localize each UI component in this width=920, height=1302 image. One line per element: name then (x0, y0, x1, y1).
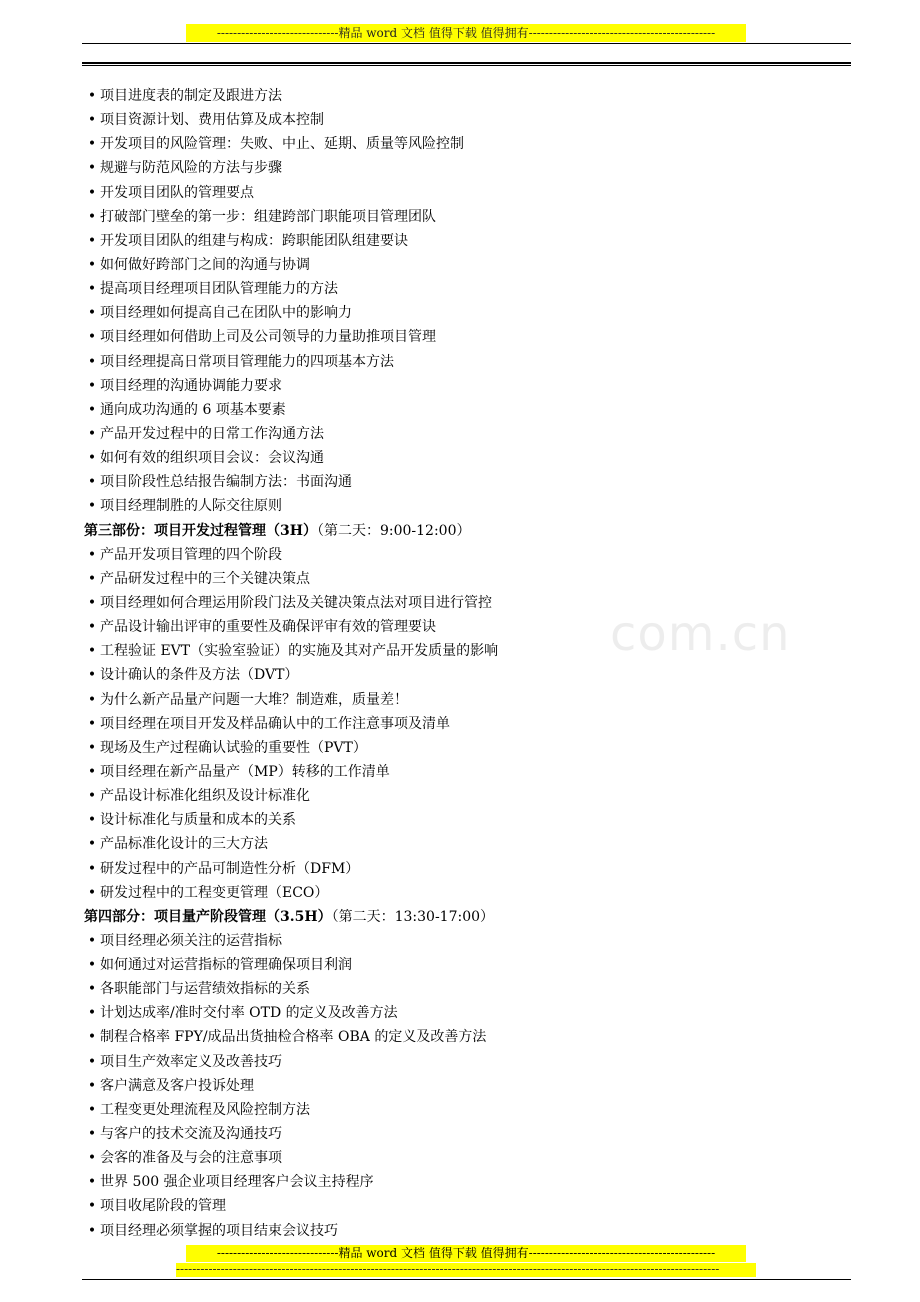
list-item (84, 736, 844, 760)
list-item-text: 开发项目的风险管理：失败、中止、延期、质量等风险控制 (100, 136, 464, 153)
bullet-icon: • (87, 643, 97, 660)
list-item (84, 1194, 844, 1218)
list-item (84, 350, 844, 374)
list-item (84, 108, 844, 132)
list-item-text: 项目经理在新产品量产（MP）转移的工作清单 (100, 763, 390, 780)
bullet-icon: • (87, 450, 97, 467)
list-item-text: 会客的准备及与会的注意事项 (100, 1150, 282, 1167)
header-rule-thin (82, 43, 851, 44)
footer-dashes: -------------------------------------------------------------------------------------------------------------------------------------- (176, 1263, 756, 1277)
bullet-icon: • (87, 884, 97, 901)
list-item (84, 181, 844, 205)
list-item-text: 计划达成率/准时交付率 OTD 的定义及改善方法 (100, 1005, 398, 1022)
bullet-icon: • (87, 788, 97, 805)
list-item (84, 398, 844, 422)
document-body (84, 84, 844, 1243)
list-item-text: 现场及生产过程确认试验的重要性（PVT） (100, 739, 367, 756)
bullet-icon: • (87, 474, 97, 491)
section-title: 第三部份：项目开发过程管理（3H） (84, 522, 317, 539)
list-item-text: 产品开发项目管理的四个阶段 (100, 546, 282, 563)
list-item (84, 494, 844, 518)
bullet-icon: • (87, 232, 97, 249)
list-item (84, 132, 844, 156)
bullet-icon: • (87, 860, 97, 877)
bullet-icon: • (87, 1198, 97, 1215)
list-item-text: 项目经理如何借助上司及公司领导的力量助推项目管理 (100, 329, 436, 346)
bullet-icon: • (87, 208, 97, 225)
list-item-text: 产品研发过程中的三个关键决策点 (100, 570, 310, 587)
list-item (84, 1001, 844, 1025)
list-item (84, 156, 844, 180)
list-item (84, 301, 844, 325)
bullet-icon: • (87, 932, 97, 949)
section-heading (84, 905, 844, 929)
list-item (84, 1098, 844, 1122)
bullet-icon: • (87, 957, 97, 974)
list-item (84, 712, 844, 736)
list-item (84, 688, 844, 712)
list-item-text: 项目生产效率定义及改善技巧 (100, 1053, 282, 1070)
list-item (84, 881, 844, 905)
footer-banner: ------------------------------精品 word 文档 值得下载 值得拥有---------------------------------------------- (186, 1245, 746, 1262)
list-item (84, 1146, 844, 1170)
bullet-icon: • (87, 88, 97, 104)
header-rule-double-top (82, 62, 851, 64)
list-item-text: 项目经理提高日常项目管理能力的四项基本方法 (100, 353, 394, 370)
list-item-text: 各职能部门与运营绩效指标的关系 (100, 981, 310, 998)
bullet-icon: • (87, 112, 97, 129)
bullet-icon: • (87, 836, 97, 853)
list-item-text: 项目经理必须关注的运营指标 (100, 932, 282, 949)
list-item-text: 通向成功沟通的 6 项基本要素 (100, 401, 286, 418)
list-item (84, 325, 844, 349)
list-item (84, 374, 844, 398)
list-item (84, 1025, 844, 1049)
list-item (84, 663, 844, 687)
footer-rule (82, 1279, 851, 1280)
bullet-icon: • (87, 739, 97, 756)
list-item (84, 277, 844, 301)
list-item-text: 提高项目经理项目团队管理能力的方法 (100, 281, 338, 298)
bullet-icon: • (87, 353, 97, 370)
list-item-text: 如何通过对运营指标的管理确保项目利润 (100, 957, 352, 974)
list-item-text: 客户满意及客户投诉处理 (100, 1077, 254, 1094)
list-item (84, 760, 844, 784)
list-item (84, 953, 844, 977)
list-item-text: 产品开发过程中的日常工作沟通方法 (100, 425, 324, 442)
list-item (84, 929, 844, 953)
bullet-icon: • (87, 329, 97, 346)
list-item-text: 项目进度表的制定及跟进方法 (100, 88, 282, 104)
list-item (84, 808, 844, 832)
list-item-text: 产品设计输出评审的重要性及确保评审有效的管理要诀 (100, 619, 436, 636)
section-schedule: （第二天：9:00-12:00） (316, 522, 471, 539)
list-item-text: 研发过程中的产品可制造性分析（DFM） (100, 860, 360, 877)
list-item-text: 项目经理的沟通协调能力要求 (100, 377, 282, 394)
header-rule-double-bottom (82, 65, 851, 66)
list-item-text: 规避与防范风险的方法与步骤 (100, 160, 282, 177)
list-item-text: 项目经理如何合理运用阶段门法及关键决策点法对项目进行管控 (100, 594, 492, 611)
bullet-icon: • (87, 715, 97, 732)
list-item-text: 设计确认的条件及方法（DVT） (100, 667, 299, 684)
list-item-text: 与客户的技术交流及沟通技巧 (100, 1126, 282, 1143)
list-item-text: 项目收尾阶段的管理 (100, 1198, 226, 1215)
list-item (84, 615, 844, 639)
bullet-icon: • (87, 570, 97, 587)
watermark: com.cn (610, 606, 791, 662)
bullet-icon: • (87, 377, 97, 394)
bullet-icon: • (87, 546, 97, 563)
list-item (84, 591, 844, 615)
list-item-text: 产品标准化设计的三大方法 (100, 836, 268, 853)
list-item-text: 项目经理必须掌握的项目结束会议技巧 (100, 1222, 338, 1239)
bullet-icon: • (87, 305, 97, 322)
bullet-icon: • (87, 667, 97, 684)
list-item-text: 项目阶段性总结报告编制方法：书面沟通 (100, 474, 352, 491)
bullet-icon: • (87, 1174, 97, 1191)
section-heading (84, 519, 844, 543)
list-item (84, 832, 844, 856)
bullet-icon: • (87, 256, 97, 273)
bullet-icon: • (87, 160, 97, 177)
list-item-text: 制程合格率 FPY/成品出货抽检合格率 OBA 的定义及改善方法 (100, 1029, 487, 1046)
list-item-text: 开发项目团队的组建与构成：跨职能团队组建要诀 (100, 232, 408, 249)
bullet-icon: • (87, 1077, 97, 1094)
list-item-text: 研发过程中的工程变更管理（ECO） (100, 884, 329, 901)
list-item (84, 470, 844, 494)
list-item (84, 422, 844, 446)
bullet-icon: • (87, 981, 97, 998)
bullet-icon: • (87, 1101, 97, 1118)
list-item-text: 如何有效的组织项目会议：会议沟通 (100, 450, 324, 467)
list-item (84, 1074, 844, 1098)
list-item-text: 工程验证 EVT（实验室验证）的实施及其对产品开发质量的影响 (100, 643, 499, 660)
bullet-icon: • (87, 812, 97, 829)
list-item (84, 784, 844, 808)
section-schedule: （第二天：13:30-17:00） (331, 908, 495, 925)
list-item-text: 产品设计标准化组织及设计标准化 (100, 788, 310, 805)
list-item-text: 项目经理如何提高自己在团队中的影响力 (100, 305, 352, 322)
list-item (84, 1050, 844, 1074)
bullet-icon: • (87, 425, 97, 442)
list-item-text: 项目经理制胜的人际交往原则 (100, 498, 282, 515)
list-item-text: 如何做好跨部门之间的沟通与协调 (100, 256, 310, 273)
bullet-icon: • (87, 763, 97, 780)
list-item (84, 229, 844, 253)
header-banner: ------------------------------精品 word 文档 值得下载 值得拥有---------------------------------------------- (186, 24, 746, 42)
list-item (84, 639, 844, 663)
list-item-text: 打破部门壁垒的第一步：组建跨部门职能项目管理团队 (100, 208, 436, 225)
list-item-text: 为什么新产品量产问题一大堆？制造难，质量差！ (100, 691, 408, 708)
list-item (84, 253, 844, 277)
bullet-icon: • (87, 1053, 97, 1070)
bullet-icon: • (87, 594, 97, 611)
list-item (84, 205, 844, 229)
bullet-icon: • (87, 1029, 97, 1046)
list-item-text: 工程变更处理流程及风险控制方法 (100, 1101, 310, 1118)
list-item-text: 项目经理在项目开发及样品确认中的工作注意事项及清单 (100, 715, 450, 732)
bullet-icon: • (87, 136, 97, 153)
bullet-icon: • (87, 691, 97, 708)
list-item (84, 543, 844, 567)
list-item (84, 1122, 844, 1146)
list-item (84, 446, 844, 470)
bullet-icon: • (87, 619, 97, 636)
bullet-icon: • (87, 1222, 97, 1239)
list-item-text: 设计标准化与质量和成本的关系 (100, 812, 296, 829)
bullet-icon: • (87, 1126, 97, 1143)
bullet-icon: • (87, 401, 97, 418)
list-item (84, 1170, 844, 1194)
section-title: 第四部分：项目量产阶段管理（3.5H） (84, 908, 332, 925)
bullet-icon: • (87, 498, 97, 515)
bullet-icon: • (87, 1005, 97, 1022)
bullet-icon: • (87, 1150, 97, 1167)
bullet-icon: • (87, 184, 97, 201)
list-item-text: 世界 500 强企业项目经理客户会议主持程序 (100, 1174, 374, 1191)
list-item (84, 977, 844, 1001)
list-item (84, 1219, 844, 1243)
list-item-text: 开发项目团队的管理要点 (100, 184, 254, 201)
bullet-icon: • (87, 281, 97, 298)
list-item (84, 567, 844, 591)
list-item-text: 项目资源计划、费用估算及成本控制 (100, 112, 324, 129)
list-item (84, 857, 844, 881)
list-item (84, 84, 844, 108)
